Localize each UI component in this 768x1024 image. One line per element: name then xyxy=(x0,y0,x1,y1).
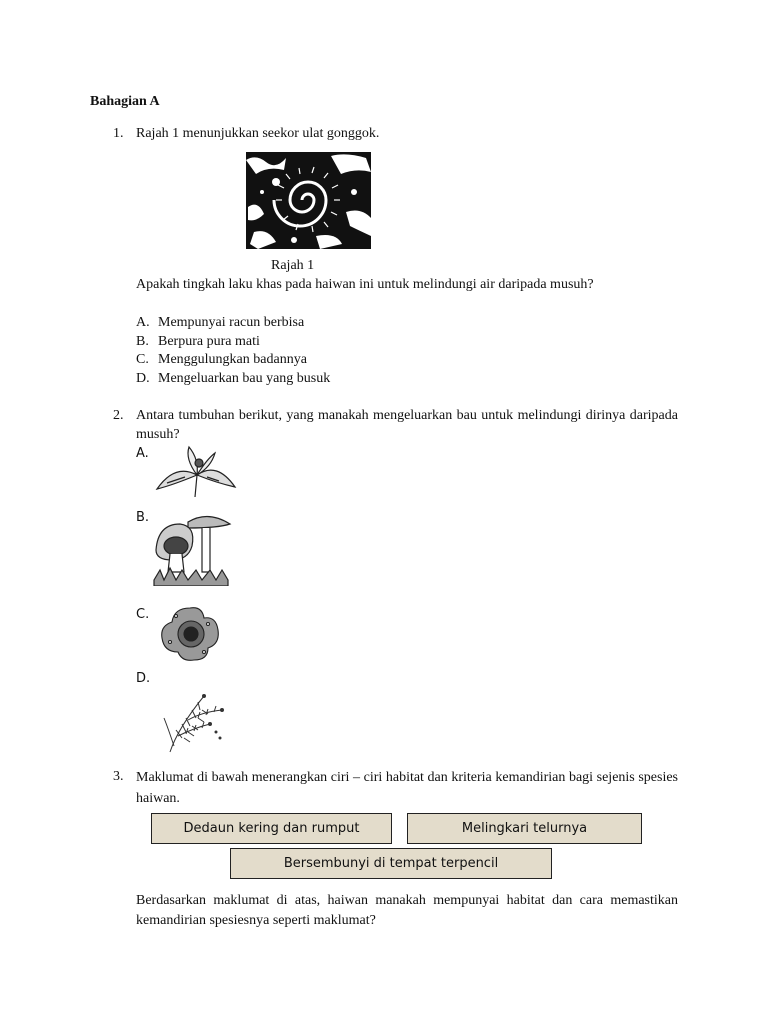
question-3-text: Maklumat di bawah menerangkan ciri – ciri habitat dan kriteria kemandirian bagi sejenis spesies haiwan. xyxy=(136,770,678,806)
rafflesia-flower-icon[interactable] xyxy=(158,604,222,664)
question-1-prompt: Apakah tingkah laku khas pada haiwan ini untuk melindungi air daripada musuh? xyxy=(136,277,594,292)
q1-option-a[interactable] xyxy=(136,313,304,332)
option-text: Berpura pura mati xyxy=(158,334,260,349)
option-letter: D. xyxy=(136,371,150,386)
info-box-habitat: Dedaun kering dan rumput xyxy=(151,813,392,844)
flower-plant-icon[interactable] xyxy=(155,445,237,497)
q1-option-c[interactable] xyxy=(136,350,307,369)
q1-option-b[interactable] xyxy=(136,332,260,351)
q2-option-a-letter[interactable]: A. xyxy=(136,446,149,461)
question-1-text: Rajah 1 menunjukkan seekor ulat gonggok. xyxy=(136,126,380,141)
q2-option-d-letter[interactable]: D. xyxy=(136,671,151,686)
q2-option-b-letter[interactable]: B. xyxy=(136,510,150,525)
question-3-number: 3. xyxy=(113,769,124,784)
fern-plant-icon[interactable] xyxy=(158,688,228,754)
info-box-hiding: Bersembunyi di tempat terpencil xyxy=(230,848,552,879)
option-text: Mempunyai racun berbisa xyxy=(158,315,305,330)
section-title: Bahagian A xyxy=(90,94,160,109)
mushroom-icon[interactable] xyxy=(152,510,232,586)
option-text: Mengeluarkan bau yang busuk xyxy=(158,371,331,386)
question-1-number: 1. xyxy=(113,126,124,141)
q2-option-c-letter[interactable]: C. xyxy=(136,607,150,622)
q1-option-d[interactable] xyxy=(136,369,330,388)
info-box-eggs: Melingkari telurnya xyxy=(407,813,642,844)
question-2-text: Antara tumbuhan berikut, yang manakah mengeluarkan bau untuk melindungi dirinya daripada musuh? xyxy=(136,408,678,442)
option-letter: A. xyxy=(136,315,150,330)
figure-caption: Rajah 1 xyxy=(271,258,315,273)
option-text: Menggulungkan badannya xyxy=(158,352,307,367)
option-letter: B. xyxy=(136,334,149,349)
option-letter: C. xyxy=(136,352,149,367)
question-3-prompt: Berdasarkan maklumat di atas, haiwan manakah mempunyai habitat dan cara memastikan kemandirian spesiesnya seperti maklumat? xyxy=(136,893,678,928)
millipede-image xyxy=(246,152,371,249)
question-2-number: 2. xyxy=(113,408,124,423)
